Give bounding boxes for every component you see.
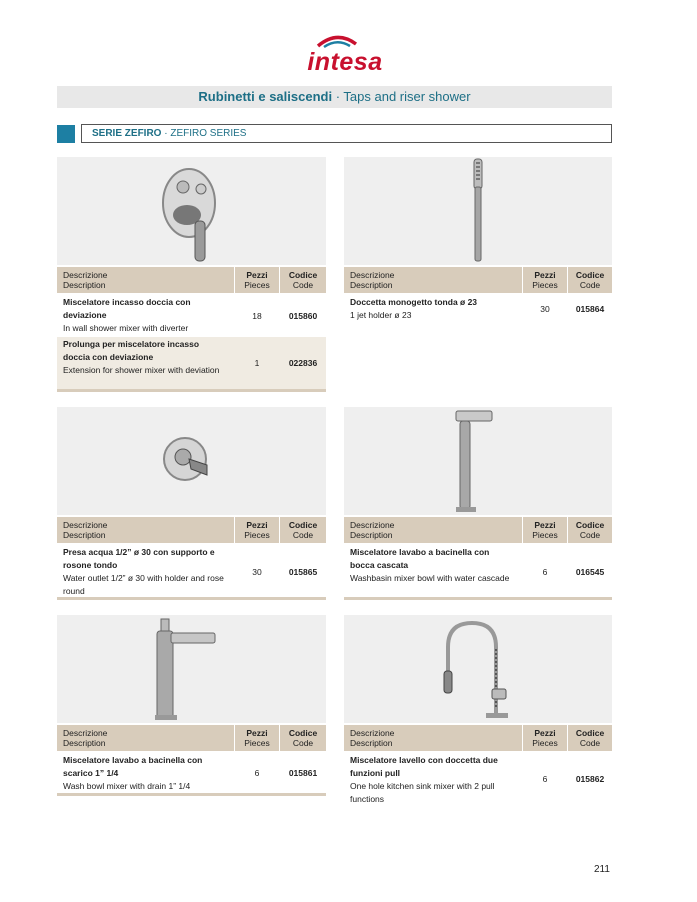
col-pieces-en: Pieces bbox=[532, 530, 558, 540]
col-description-it: Descrizione bbox=[350, 520, 395, 530]
kitchen-sink-mixer-icon bbox=[436, 617, 526, 721]
col-pieces-en: Pieces bbox=[532, 738, 558, 748]
col-description-it: Descrizione bbox=[350, 728, 395, 738]
col-pieces-it: Pezzi bbox=[534, 520, 556, 530]
product-code: 015860 bbox=[288, 311, 318, 321]
product-name-it: Prolunga per miscelatore incasso doccia con deviazione bbox=[63, 339, 200, 362]
product-pieces: 30 bbox=[252, 567, 262, 577]
brand-name: intesa bbox=[307, 48, 383, 76]
tall-basin-mixer-drain-icon bbox=[151, 617, 231, 721]
table-row bbox=[344, 296, 612, 324]
series-title bbox=[81, 124, 612, 143]
col-pieces-en: Pieces bbox=[532, 280, 558, 290]
title-english: Taps and riser shower bbox=[343, 89, 471, 104]
product-name-it: Miscelatore incasso doccia con deviazione bbox=[63, 297, 191, 320]
product-image-015864 bbox=[344, 157, 612, 265]
col-description-it: Descrizione bbox=[350, 270, 395, 280]
row-separator bbox=[57, 597, 326, 600]
col-code-it: Codice bbox=[288, 270, 318, 280]
product-code: 015864 bbox=[575, 304, 605, 314]
table-row bbox=[344, 754, 612, 806]
product-code: 022836 bbox=[288, 358, 318, 368]
table-header bbox=[344, 725, 612, 751]
product-image-015862 bbox=[344, 615, 612, 723]
product-name-en: Wash bowl mixer with drain 1” 1/4 bbox=[63, 781, 191, 791]
shower-mixer-icon bbox=[157, 163, 237, 263]
product-code: 015862 bbox=[575, 774, 605, 784]
product-pieces: 6 bbox=[542, 774, 548, 784]
series-english: ZEFIRO SERIES bbox=[170, 128, 247, 139]
col-description-en: Description bbox=[350, 280, 393, 290]
col-code-en: Code bbox=[292, 280, 314, 290]
table-header bbox=[57, 267, 326, 293]
table-row bbox=[57, 337, 326, 389]
table-row bbox=[57, 546, 326, 596]
product-image-016545 bbox=[344, 407, 612, 515]
divider bbox=[522, 725, 523, 751]
divider bbox=[234, 725, 235, 751]
divider bbox=[567, 267, 568, 293]
product-name-en: Water outlet 1/2” ø 30 with holder and rose round bbox=[63, 573, 224, 596]
product-name-it: Miscelatore lavabo a bacinella con scarico 1” 1/4 bbox=[63, 755, 203, 778]
col-pieces-it: Pezzi bbox=[246, 270, 268, 280]
product-code: 015865 bbox=[288, 567, 318, 577]
table-header bbox=[344, 267, 612, 293]
product-name-en: One hole kitchen sink mixer with 2 pull functions bbox=[350, 781, 495, 804]
col-code-en: Code bbox=[579, 530, 601, 540]
col-code-it: Codice bbox=[288, 728, 318, 738]
table-header bbox=[57, 725, 326, 751]
product-code: 016545 bbox=[575, 567, 605, 577]
product-pieces: 6 bbox=[542, 567, 548, 577]
product-code: 015861 bbox=[288, 768, 318, 778]
table-row bbox=[57, 754, 326, 794]
col-description-en: Description bbox=[350, 738, 393, 748]
col-pieces-en: Pieces bbox=[244, 738, 270, 748]
product-pieces: 18 bbox=[252, 311, 262, 321]
product-name-en: Washbasin mixer bowl with water cascade bbox=[350, 573, 510, 583]
product-name-en: In wall shower mixer with diverter bbox=[63, 323, 189, 333]
title-separator: · bbox=[332, 89, 344, 104]
col-code-en: Code bbox=[579, 738, 601, 748]
table-row bbox=[344, 546, 612, 596]
row-separator bbox=[57, 793, 326, 796]
col-description-en: Description bbox=[63, 280, 106, 290]
title-italian: Rubinetti e saliscendi bbox=[198, 89, 333, 104]
product-image-015865 bbox=[57, 407, 326, 515]
divider bbox=[567, 725, 568, 751]
col-pieces-it: Pezzi bbox=[246, 728, 268, 738]
row-separator bbox=[57, 389, 326, 392]
table-header bbox=[344, 517, 612, 543]
col-code-it: Codice bbox=[575, 520, 605, 530]
col-description-en: Description bbox=[350, 530, 393, 540]
col-description-en: Description bbox=[63, 738, 106, 748]
col-description-en: Description bbox=[63, 530, 106, 540]
product-pieces: 1 bbox=[254, 358, 260, 368]
col-code-it: Codice bbox=[288, 520, 318, 530]
col-code-en: Code bbox=[579, 280, 601, 290]
product-name-it: Doccetta monogetto tonda ø 23 bbox=[350, 297, 478, 307]
tall-basin-mixer-icon bbox=[452, 409, 500, 513]
product-image-015861 bbox=[57, 615, 326, 723]
col-description-it: Descrizione bbox=[63, 270, 108, 280]
col-code-it: Codice bbox=[575, 270, 605, 280]
product-pieces: 6 bbox=[254, 768, 260, 778]
page-title bbox=[57, 86, 612, 108]
product-pieces: 30 bbox=[540, 304, 550, 314]
table-row bbox=[57, 296, 326, 336]
col-pieces-en: Pieces bbox=[244, 530, 270, 540]
water-outlet-icon bbox=[161, 429, 221, 489]
product-name-en: 1 jet holder ø 23 bbox=[350, 310, 412, 320]
page-number: 211 bbox=[594, 864, 610, 875]
col-pieces-it: Pezzi bbox=[246, 520, 268, 530]
row-separator bbox=[344, 597, 612, 600]
hand-shower-icon bbox=[466, 157, 490, 263]
col-description-it: Descrizione bbox=[63, 520, 108, 530]
col-code-en: Code bbox=[292, 738, 314, 748]
col-pieces-it: Pezzi bbox=[534, 728, 556, 738]
product-name-it: Presa acqua 1/2” ø 30 con supporto e rosone tondo bbox=[63, 547, 215, 570]
series-italian: SERIE ZEFIRO bbox=[92, 128, 162, 139]
brand-logo bbox=[290, 34, 400, 80]
product-name-it: Miscelatore lavello con doccetta due funzioni pull bbox=[350, 755, 498, 778]
product-name-en: Extension for shower mixer with deviation bbox=[63, 365, 220, 375]
product-image-015860 bbox=[57, 157, 326, 265]
col-pieces-en: Pieces bbox=[244, 280, 270, 290]
divider bbox=[279, 725, 280, 751]
col-code-it: Codice bbox=[575, 728, 605, 738]
col-pieces-it: Pezzi bbox=[534, 270, 556, 280]
col-code-en: Code bbox=[292, 530, 314, 540]
series-separator: · bbox=[161, 128, 171, 139]
table-header bbox=[57, 517, 326, 543]
divider bbox=[522, 267, 523, 293]
series-marker bbox=[57, 125, 75, 143]
product-name-it: Miscelatore lavabo a bacinella con bocca cascata bbox=[350, 547, 490, 570]
col-description-it: Descrizione bbox=[63, 728, 108, 738]
